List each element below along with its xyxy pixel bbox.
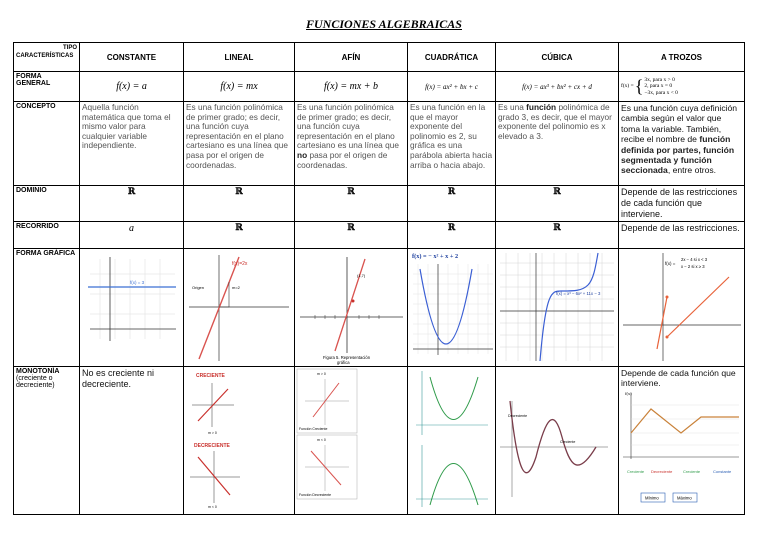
dominio-cuadratica: ℝ bbox=[408, 186, 496, 222]
monotonia-cubica bbox=[496, 367, 619, 515]
col-lineal: LINEAL bbox=[184, 43, 295, 72]
decreciente-label: DECRECIENTE bbox=[194, 443, 230, 449]
concept-cuadratica: Es una función en la que el mayor exponente del polinomio es 2, su gráfica es una parábola abierta hacia arriba o hacia abajo. bbox=[408, 102, 496, 186]
const-label: f(x) = 3 bbox=[130, 280, 145, 285]
row-recorrido bbox=[14, 222, 745, 249]
row-forma-grafica bbox=[14, 249, 745, 367]
row-concepto bbox=[14, 102, 745, 186]
trozos-prefix: f(x) = bbox=[665, 261, 676, 266]
formula-afin: f(x) = mx + b bbox=[295, 72, 408, 102]
monotonia-constante: No es creciente ni decreciente. bbox=[80, 367, 184, 515]
concept-trozos: Es una función cuya definición cambia según el valor que toma la variable. También, recibe el nombre de función definida por partes, función segmentada y función seccionada, entre otros. bbox=[619, 102, 745, 186]
page-title: FUNCIONES ALGEBRAICAS bbox=[306, 17, 462, 31]
graph-trozos bbox=[619, 249, 745, 367]
afin-c2: Función Decreciente bbox=[299, 493, 332, 497]
afin-caption-2: gráfica bbox=[337, 360, 350, 365]
trozos-lbl-3: Creciente bbox=[683, 468, 701, 474]
formula-lineal: f(x) = mx bbox=[184, 72, 295, 102]
cuad-title: f(x) = − x² + x + 2 bbox=[412, 253, 459, 260]
graph-cuadratica bbox=[408, 249, 496, 367]
header-row bbox=[14, 43, 745, 72]
recorrido-lineal: ℝ bbox=[184, 222, 295, 249]
recorrido-cuadratica: ℝ bbox=[408, 222, 496, 249]
formula-cuadratica: f(x) = ax² + bx + c bbox=[408, 72, 496, 102]
monotonia-lineal bbox=[184, 367, 295, 515]
dominio-cubica: ℝ bbox=[496, 186, 619, 222]
graph-cubica bbox=[496, 249, 619, 367]
graph-constante bbox=[80, 249, 184, 367]
recorrido-afin: ℝ bbox=[295, 222, 408, 249]
row-label: FORMA GRÁFICA bbox=[14, 249, 80, 367]
dominio-trozos: Depende de las restricciones de cada función que interviene. bbox=[619, 186, 745, 222]
trozos-fx: f(x) bbox=[625, 390, 632, 396]
row-forma-general bbox=[14, 72, 745, 102]
trozos-max: Máximo bbox=[677, 495, 692, 501]
segment-1 bbox=[657, 297, 667, 349]
dominio-constante: ℝ bbox=[80, 186, 184, 222]
cubic-curve bbox=[540, 253, 598, 361]
concept-afin: Es una función polinómica de primer grado; es decir, una función cuya representación en el plano cartesiano es una línea que no pasa por el origen de coordenadas. bbox=[295, 102, 408, 186]
row-label: CONCEPTO bbox=[14, 102, 80, 186]
dominio-afin: ℝ bbox=[295, 186, 408, 222]
recorrido-trozos: Depende de las restricciones. bbox=[619, 222, 745, 249]
row-label: FORMA GENERAL bbox=[14, 72, 80, 102]
m-neg: m < 0 bbox=[208, 505, 217, 509]
afin-c1: Función Creciente bbox=[299, 427, 328, 431]
col-afin: AFÍN bbox=[295, 43, 408, 72]
dominio-lineal: ℝ bbox=[184, 186, 295, 222]
formula-trozos: f(x) = { 3x, para x > 0 2, para x = 0 −3x, para x < 0 bbox=[619, 72, 745, 102]
afin-m0: m > 0 bbox=[317, 372, 326, 376]
m-pos: m > 0 bbox=[208, 431, 217, 435]
row-label: RECORRIDO bbox=[14, 222, 80, 249]
row-label: DOMINIO bbox=[14, 186, 80, 222]
monotonia-cuadratica bbox=[408, 367, 496, 515]
formula-cubica: f(x) = ax³ + bx² + cx + d bbox=[496, 72, 619, 102]
row-dominio bbox=[14, 186, 745, 222]
lineal-label: f(x)=2x bbox=[232, 261, 248, 267]
trozos-case-2: x − 2 si x ≥ 3 bbox=[681, 264, 705, 269]
recorrido-cubica: ℝ bbox=[496, 222, 619, 249]
afin-point: (1,7) bbox=[357, 273, 366, 278]
m-label: m=2 bbox=[232, 285, 240, 290]
segment-2 bbox=[667, 277, 729, 337]
trozos-lbl-2: Decreciente bbox=[651, 468, 673, 474]
afin-m1: m < 0 bbox=[317, 438, 326, 442]
trozos-lbl-4: Constante bbox=[713, 468, 732, 474]
parabola bbox=[420, 269, 472, 344]
concept-lineal: Es una función polinómica de primer grado; es decir, una función cuya representación en el plano cartesiano es una línea que pasa por el origen de coordenadas. bbox=[184, 102, 295, 186]
col-constante: CONSTANTE bbox=[80, 43, 184, 72]
piecewise-line bbox=[631, 409, 739, 433]
trozos-case-1: 2x − 4 si x < 3 bbox=[681, 257, 708, 262]
concept-cubica: Es una función polinómica de grado 3, es decir, que el mayor exponente del polinomio es x elevado a 3. bbox=[496, 102, 619, 186]
formula-constante: f(x) = a bbox=[80, 72, 184, 102]
cub-cre: Creciente bbox=[560, 440, 576, 444]
graph-afin bbox=[295, 249, 408, 367]
functions-table bbox=[13, 42, 745, 515]
concept-constante: Aquella función matemática que toma el mismo valor para cualquier variable independiente. bbox=[80, 102, 184, 186]
trozos-min: Mínimo bbox=[645, 495, 659, 501]
col-cubica: CÚBICA bbox=[496, 43, 619, 72]
monotonia-afin bbox=[295, 367, 408, 515]
monotonia-trozos: Depende de cada función que interviene. f(x) Creciente Decreciente Creciente Constante Mínimo Máximo bbox=[619, 367, 745, 515]
col-cuadratica: CUADRÁTICA bbox=[408, 43, 496, 72]
row-label: MONOTONÍA (creciente o decreciente) bbox=[14, 367, 80, 515]
trozos-lbl-1: Creciente bbox=[627, 468, 645, 474]
row-monotonia bbox=[14, 367, 745, 515]
recorrido-constante: a bbox=[80, 222, 184, 249]
header-corner: TIPO CARACTERÍSTICAS bbox=[14, 43, 80, 72]
col-trozos: A TROZOS bbox=[619, 43, 745, 72]
afin-caption: Figura 5. Representación bbox=[323, 355, 371, 360]
creciente-label: CRECIENTE bbox=[196, 373, 225, 379]
cubic-monotonia bbox=[510, 401, 596, 473]
cub-dec: Decreciente bbox=[508, 414, 528, 418]
graph-lineal bbox=[184, 249, 295, 367]
origen-label: Origen bbox=[192, 285, 205, 290]
cub-label: f(x) = x³ − 6x² + 11x − 3 bbox=[556, 291, 601, 296]
